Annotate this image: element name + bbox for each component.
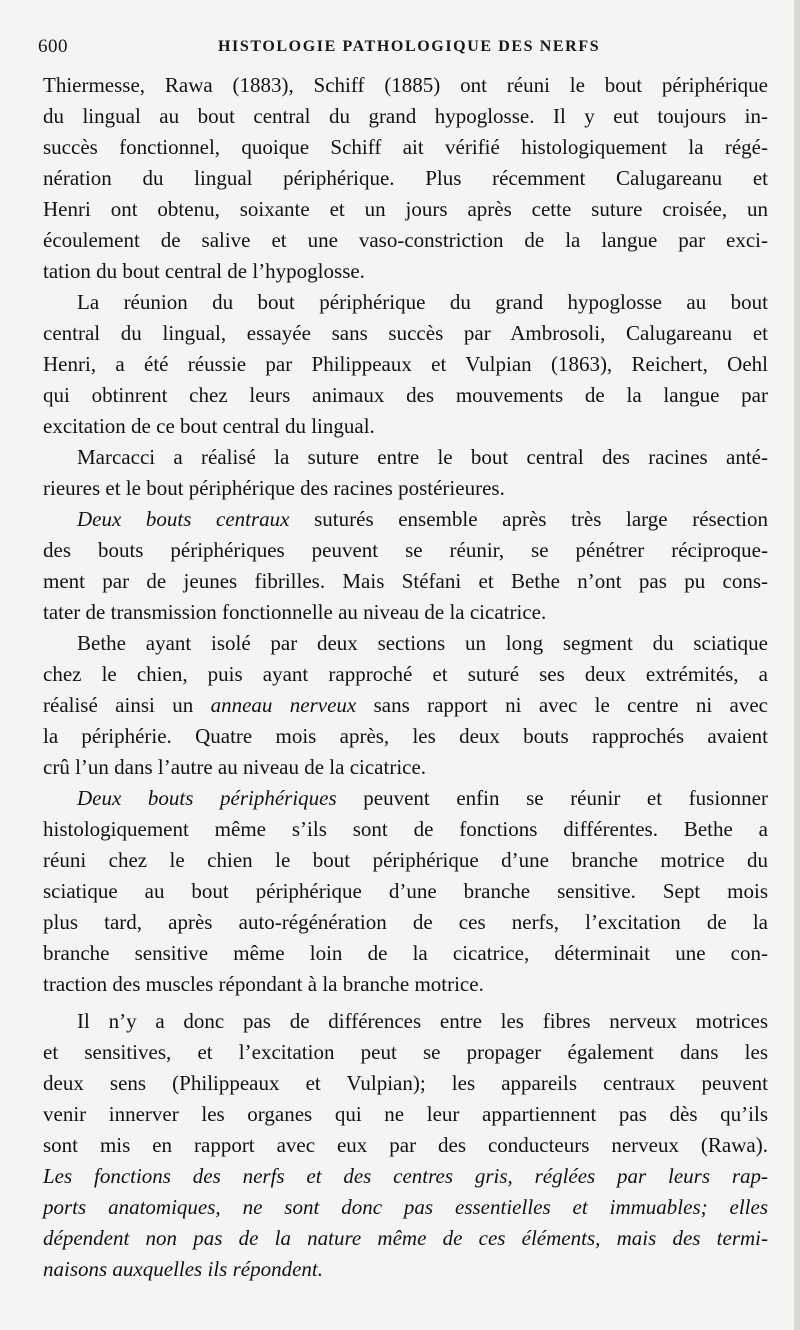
paragraph bbox=[43, 504, 768, 628]
text-line: Marcacci a réalisé la suture entre le bout central des racines anté- bbox=[77, 445, 768, 469]
page-number: 600 bbox=[38, 36, 68, 57]
text-line: chez le chien, puis ayant rapproché et suturé ses deux extrémités, a bbox=[43, 662, 768, 686]
text-line: Henri ont obtenu, soixante et un jours après cette suture croisée, un bbox=[43, 197, 768, 221]
italic-text-line: ports anatomiques, ne sont donc pas essentielles et immuables; elles bbox=[43, 1195, 768, 1219]
text-line: Henri, a été réussie par Philippeaux et Vulpian (1863), Reichert, Oehl bbox=[43, 352, 768, 376]
paragraph bbox=[43, 287, 768, 442]
text-line: qui obtinrent chez leurs animaux des mouvements de la langue par bbox=[43, 383, 768, 407]
italic-text-line: naisons auxquelles ils répondent. bbox=[43, 1257, 323, 1281]
text-line: tater de transmission fonctionnelle au niveau de la cicatrice. bbox=[43, 600, 547, 624]
running-head: HISTOLOGIE PATHOLOGIQUE DES NERFS bbox=[218, 38, 601, 55]
text-line bbox=[43, 783, 768, 814]
text-line: La réunion du bout périphérique du grand hypoglosse au bout bbox=[77, 290, 768, 314]
text-line: la périphérie. Quatre mois après, les deux bouts rapprochés avaient bbox=[43, 724, 768, 748]
text-line: branche sensitive même loin de la cicatrice, déterminait une con- bbox=[43, 941, 768, 965]
page-header bbox=[38, 32, 768, 60]
italic-text-line: dépendent non pas de la nature même de ces éléments, mais des termi- bbox=[43, 1226, 768, 1250]
text-line: venir innerver les organes qui ne leur appartiennent pas dès qu’ils bbox=[43, 1102, 768, 1126]
text-line: réuni chez le chien le bout périphérique d’une branche motrice du bbox=[43, 848, 768, 872]
italic-phrase: anneau nerveux bbox=[210, 693, 357, 717]
text-line: succès fonctionnel, quoique Schiff ait vérifié histologiquement la régé- bbox=[43, 135, 768, 159]
text-line: Il n’y a donc pas de différences entre les fibres nerveux motrices bbox=[77, 1009, 768, 1033]
text-line: traction des muscles répondant à la branche motrice. bbox=[43, 972, 484, 996]
paragraph bbox=[43, 1006, 768, 1285]
text-line: ment par de jeunes fibrilles. Mais Stéfani et Bethe n’ont pas pu cons- bbox=[43, 569, 768, 593]
text-line: écoulement de salive et une vaso-constriction de la langue par exci- bbox=[43, 228, 768, 252]
text-run: réalisé ainsi un bbox=[43, 693, 211, 717]
paragraph bbox=[43, 442, 768, 504]
text-run: sans rapport ni avec le centre ni avec bbox=[356, 693, 768, 717]
text-line: sciatique au bout périphérique d’une branche sensitive. Sept mois bbox=[43, 879, 768, 903]
text-line: histologiquement même s’ils sont de fonctions différentes. Bethe a bbox=[43, 817, 768, 841]
text-line: plus tard, après auto-régénération de ces nerfs, l’excitation de la bbox=[43, 910, 768, 934]
paragraph bbox=[43, 70, 768, 287]
text-line: deux sens (Philippeaux et Vulpian); les appareils centraux peuvent bbox=[43, 1071, 768, 1095]
text-line: central du lingual, essayée sans succès par Ambrosoli, Calugareanu et bbox=[43, 321, 768, 345]
paragraph bbox=[43, 783, 768, 1000]
text-line: nération du lingual périphérique. Plus récemment Calugareanu et bbox=[43, 166, 768, 190]
text-line: sont mis en rapport avec eux par des conducteurs nerveux (Rawa). bbox=[43, 1133, 768, 1157]
italic-phrase: Deux bouts centraux bbox=[77, 507, 290, 531]
italic-phrase: Deux bouts périphériques bbox=[77, 786, 337, 810]
text-line: rieures et le bout périphérique des racines postérieures. bbox=[43, 476, 505, 500]
text-line: tation du bout central de l’hypoglosse. bbox=[43, 259, 365, 283]
text-line: crû l’un dans l’autre au niveau de la cicatrice. bbox=[43, 755, 427, 779]
text-run: suturés ensemble après très large résection bbox=[289, 507, 768, 531]
text-line: et sensitives, et l’excitation peut se propager également dans les bbox=[43, 1040, 768, 1064]
text-line bbox=[43, 504, 768, 535]
text-line: excitation de ce bout central du lingual. bbox=[43, 414, 375, 438]
paragraph bbox=[43, 628, 768, 783]
text-line: Bethe ayant isolé par deux sections un long segment du sciatique bbox=[77, 631, 768, 655]
text-run: peuvent enfin se réunir et fusionner bbox=[336, 786, 768, 810]
text-line: des bouts périphériques peuvent se réunir, se pénétrer réciproque- bbox=[43, 538, 768, 562]
text-line bbox=[43, 690, 768, 721]
text-line: Thiermesse, Rawa (1883), Schiff (1885) ont réuni le bout périphérique bbox=[43, 73, 768, 97]
body-text bbox=[43, 70, 768, 1285]
italic-text-line: Les fonctions des nerfs et des centres gris, réglées par leurs rap- bbox=[43, 1164, 768, 1188]
text-line: du lingual au bout central du grand hypoglosse. Il y eut toujours in- bbox=[43, 104, 768, 128]
